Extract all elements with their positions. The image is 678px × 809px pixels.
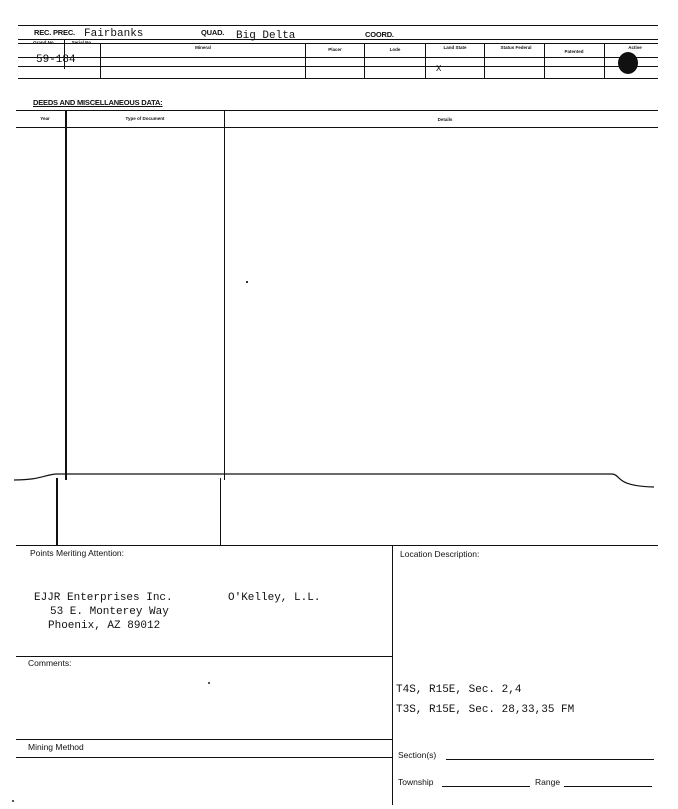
lower-divider <box>392 545 393 805</box>
grid-header-bottom <box>18 57 658 58</box>
deeds-divider-type <box>224 110 225 480</box>
deeds-fold-rule <box>0 466 678 496</box>
comments-label: Comments: <box>28 658 72 668</box>
header-rule <box>18 39 658 40</box>
mining-method-line <box>16 757 392 758</box>
mining-rule <box>16 739 392 740</box>
speck <box>12 800 14 802</box>
deeds-top-rule <box>16 110 658 111</box>
grid-mid-rule <box>18 66 658 67</box>
deeds-section-title: DEEDS AND MISCELLANEOUS DATA: <box>33 98 163 107</box>
grid-bottom-rule <box>18 78 658 79</box>
grid-divider <box>484 43 485 78</box>
location-line-1: T4S, R15E, Sec. 2,4 <box>396 684 522 696</box>
township-label: Township <box>398 777 434 787</box>
grid-divider <box>100 43 101 78</box>
location-line-2: T3S, R15E, Sec. 28,33,35 FM <box>396 704 575 716</box>
rec-prec-label: REC. PREC. <box>34 28 75 37</box>
grid-divider <box>305 43 306 78</box>
sections-field[interactable] <box>446 759 654 760</box>
col-serial-no: Serial No. <box>71 40 93 45</box>
points-other: O'Kelley, L.L. <box>228 592 321 604</box>
lower-top-rule <box>16 545 658 546</box>
col-status-federal: Status Federal <box>500 45 532 50</box>
col-details: Details <box>437 117 453 122</box>
quad-value: Big Delta <box>236 30 296 42</box>
col-grand-no: Grand No. <box>33 40 55 45</box>
col-lode: Lode <box>389 47 401 52</box>
col-land-state: Land State <box>443 45 467 50</box>
coord-label: COORD. <box>365 30 394 39</box>
col-year: Year <box>40 116 50 121</box>
col-type-of-document: Type of Document <box>125 116 165 121</box>
mining-method-label: Mining Method <box>28 742 84 752</box>
comments-rule <box>16 656 392 657</box>
col-active: Active <box>628 45 642 50</box>
points-line-3: Phoenix, AZ 89012 <box>48 620 161 632</box>
township-field[interactable] <box>442 786 530 787</box>
grid-divider <box>425 43 426 78</box>
grid-divider <box>604 43 605 78</box>
grid-divider <box>64 39 65 69</box>
points-line-1: EJJR Enterprises Inc. <box>34 592 173 604</box>
range-label: Range <box>535 777 561 787</box>
grid-divider <box>364 43 365 78</box>
sections-label: Section(s) <box>398 750 437 760</box>
speck <box>246 281 248 283</box>
points-label: Points Meriting Attention: <box>30 548 125 558</box>
land-state-value: X <box>436 64 442 74</box>
speck <box>208 682 210 684</box>
grid-top-rule <box>18 43 658 44</box>
col-placer: Placer <box>328 47 342 52</box>
col-patented: Patented <box>564 49 584 54</box>
grand-no-value: 59-184 <box>36 54 76 66</box>
deeds-header-rule <box>16 127 658 128</box>
active-mark <box>618 52 638 74</box>
top-rule <box>18 25 658 26</box>
points-line-2: 53 E. Monterey Way <box>50 606 169 618</box>
rec-prec-value: Fairbanks <box>84 28 144 40</box>
range-field[interactable] <box>564 786 652 787</box>
location-label: Location Description: <box>400 549 480 559</box>
quad-label: QUAD. <box>201 28 225 37</box>
col-mineral: Mineral <box>195 45 211 50</box>
grid-divider <box>544 43 545 78</box>
deeds-divider-year <box>65 110 67 480</box>
